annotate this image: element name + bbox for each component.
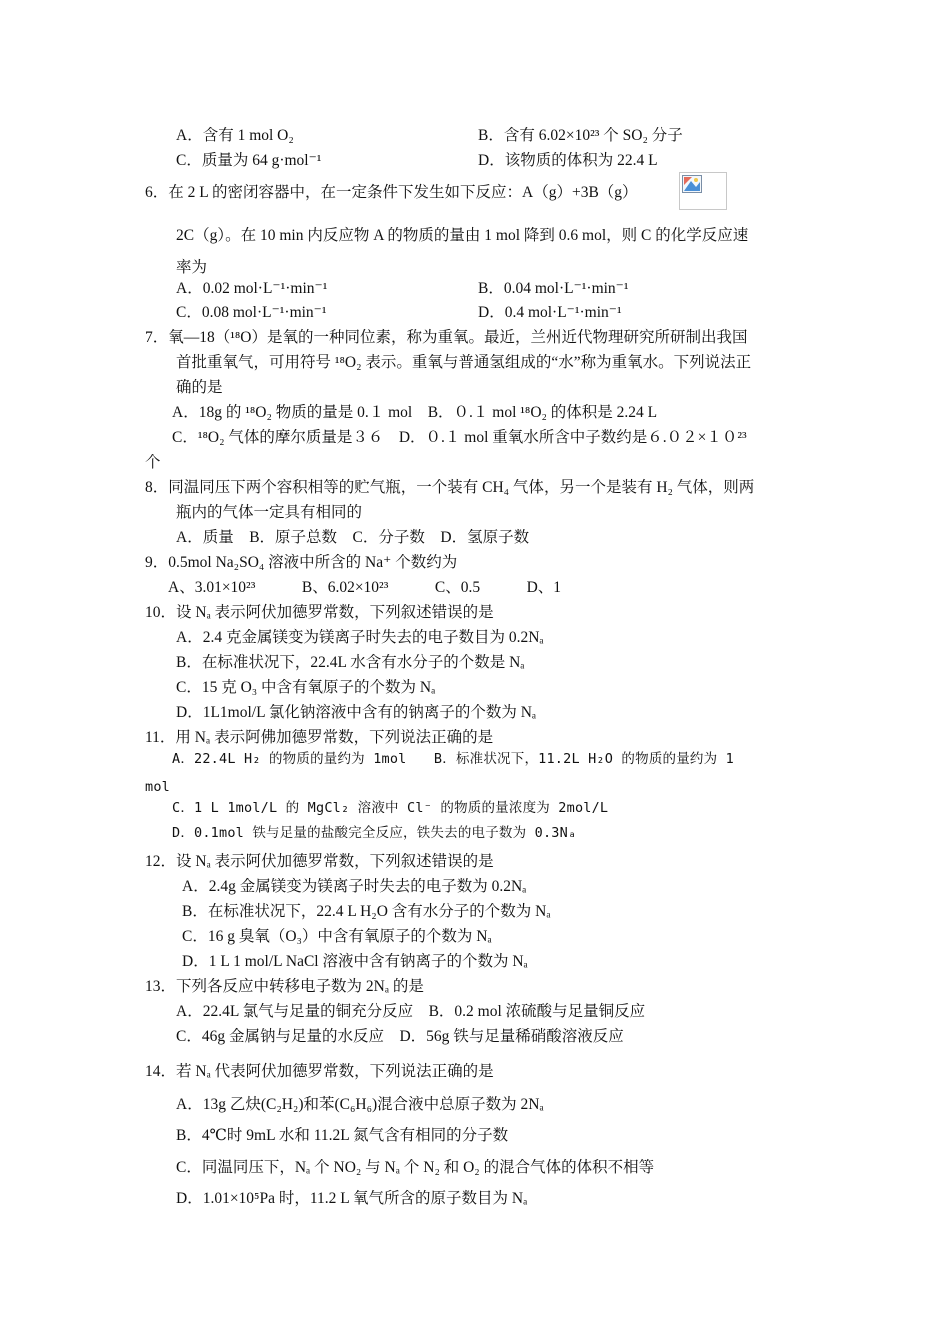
option-11d: D．0.1mol 铁与足量的盐酸完全反应，铁失去的电子数为 0.3Nₐ (172, 825, 577, 841)
option-12b: B．在标准状况下，22.4 L H₂O 含有水分子的个数为 Nₐ (182, 903, 551, 920)
option-14c: C．同温同压下，Nₐ 个 NO₂ 与 Nₐ 个 N₂ 和 O₂ 的混合气体的体积不相等 (176, 1159, 655, 1176)
option-14a: A．13g 乙炔(C₂H₂)和苯(C₆H₆)混合液中总原子数为 2Nₐ (176, 1096, 544, 1113)
option-12c: C．16 g 臭氧（O₃）中含有氧原子的个数为 Nₐ (182, 928, 492, 945)
option-10d: D．1L1mol/L 氯化钠溶液中含有的钠离子的个数为 Nₐ (176, 704, 537, 721)
option-6c: C．0.08 mol·L⁻¹·min⁻¹ (176, 304, 327, 321)
question-12-stem: 12．设 Nₐ 表示阿伏加德罗常数，下列叙述错误的是 (145, 853, 494, 870)
question-10-stem: 10．设 Nₐ 表示阿伏加德罗常数，下列叙述错误的是 (145, 604, 494, 621)
option-5b: B．含有 6.02×10²³ 个 SO₂ 分子 (478, 127, 683, 144)
option-6a: A．0.02 mol·L⁻¹·min⁻¹ (176, 280, 328, 297)
option-11c: C．1 L 1mol/L 的 MgCl₂ 溶液中 Cl⁻ 的物质的量浓度为 2mol/L (172, 800, 609, 816)
question-8-stem: 8．同温同压下两个容积相等的贮气瓶，一个装有 CH₄ 气体，另一个是装有 H₂ 气体，则两 (145, 479, 755, 496)
broken-image-icon (679, 172, 727, 210)
options-7cd-cont: 个 (145, 454, 161, 471)
question-9-stem: 9．0.5mol Na₂SO₄ 溶液中所含的 Na⁺ 个数约为 (145, 554, 458, 571)
option-14d: D．1.01×10⁵Pa 时，11.2 L 氧气所含的原子数目为 Nₐ (176, 1190, 528, 1207)
option-5c: C．质量为 64 g·mol⁻¹ (176, 152, 322, 169)
question-6-stem: 6．在 2 L 的密闭容器中，在一定条件下发生如下反应：A（g）+3B（g） (145, 184, 638, 201)
option-6d: D．0.4 mol·L⁻¹·min⁻¹ (478, 304, 622, 321)
options-13ab: A．22.4L 氯气与足量的铜充分反应 B．0.2 mol 浓硫酸与足量铜反应 (176, 1003, 646, 1020)
question-11-stem: 11．用 Nₐ 表示阿佛加德罗常数，下列说法正确的是 (145, 729, 494, 746)
option-12d: D．1 L 1 mol/L NaCl 溶液中含有钠离子的个数为 Nₐ (182, 953, 528, 970)
options-7ab: A．18g 的 ¹⁸O₂ 物质的量是 0.１ mol B．０.１ mol ¹⁸O₂ 的体积是 2.24 L (172, 404, 658, 421)
options-9: A、3.01×10²³ B、6.02×10²³ C、0.5 D、1 (168, 579, 562, 596)
question-6-stem-end: 率为 (176, 259, 208, 276)
question-6-stem-cont: 2C（g）。在 10 min 内反应物 A 的物质的量由 1 mol 降到 0.6 mol，则 C 的化学反应速 (176, 227, 749, 244)
option-5d: D．该物质的体积为 22.4 L (478, 152, 658, 169)
question-8-stem-cont: 瓶内的气体一定具有相同的 (176, 504, 363, 521)
option-10b: B．在标准状况下，22.4L 水含有水分子的个数是 Nₐ (176, 654, 525, 671)
option-5a: A．含有 1 mol O₂ (176, 127, 294, 144)
options-8: A．质量 B．原子总数 C．分子数 D．氢原子数 (176, 529, 530, 546)
question-7-stem-cont: 首批重氧气，可用符号 ¹⁸O₂ 表示。重氧与普通氢组成的“水”称为重氧水。下列说法正 (176, 354, 752, 371)
options-7cd: C．¹⁸O₂ 气体的摩尔质量是３６ D．０.１ mol 重氧水所含中子数约是６.０２×１０²³ (172, 429, 747, 446)
option-10a: A．2.4 克金属镁变为镁离子时失去的电子数目为 0.2Nₐ (176, 629, 544, 646)
question-7-stem-end: 确的是 (176, 379, 223, 396)
options-13cd: C．46g 金属钠与足量的水反应 D．56g 铁与足量稀硝酸溶液反应 (176, 1028, 624, 1045)
question-14-stem: 14．若 Nₐ 代表阿伏加德罗常数，下列说法正确的是 (145, 1063, 494, 1080)
option-6b: B．0.04 mol·L⁻¹·min⁻¹ (478, 280, 629, 297)
option-10c: C．15 克 O₃ 中含有氧原子的个数为 Nₐ (176, 679, 436, 696)
question-7-stem: 7．氧—18（¹⁸O）是氧的一种同位素，称为重氧。最近，兰州近代物理研究所研制出我国 (145, 329, 748, 346)
options-11ab: A．22.4L H₂ 的物质的量约为 1mol B．标准状况下，11.2L H₂O 的物质的量约为 1 (172, 751, 734, 767)
option-14b: B．4℃时 9mL 水和 11.2L 氮气含有相同的分子数 (176, 1127, 509, 1144)
options-11ab-cont: mol (145, 779, 170, 795)
option-12a: A．2.4g 金属镁变为镁离子时失去的电子数为 0.2Nₐ (182, 878, 527, 895)
question-13-stem: 13．下列各反应中转移电子数为 2Nₐ 的是 (145, 978, 424, 995)
